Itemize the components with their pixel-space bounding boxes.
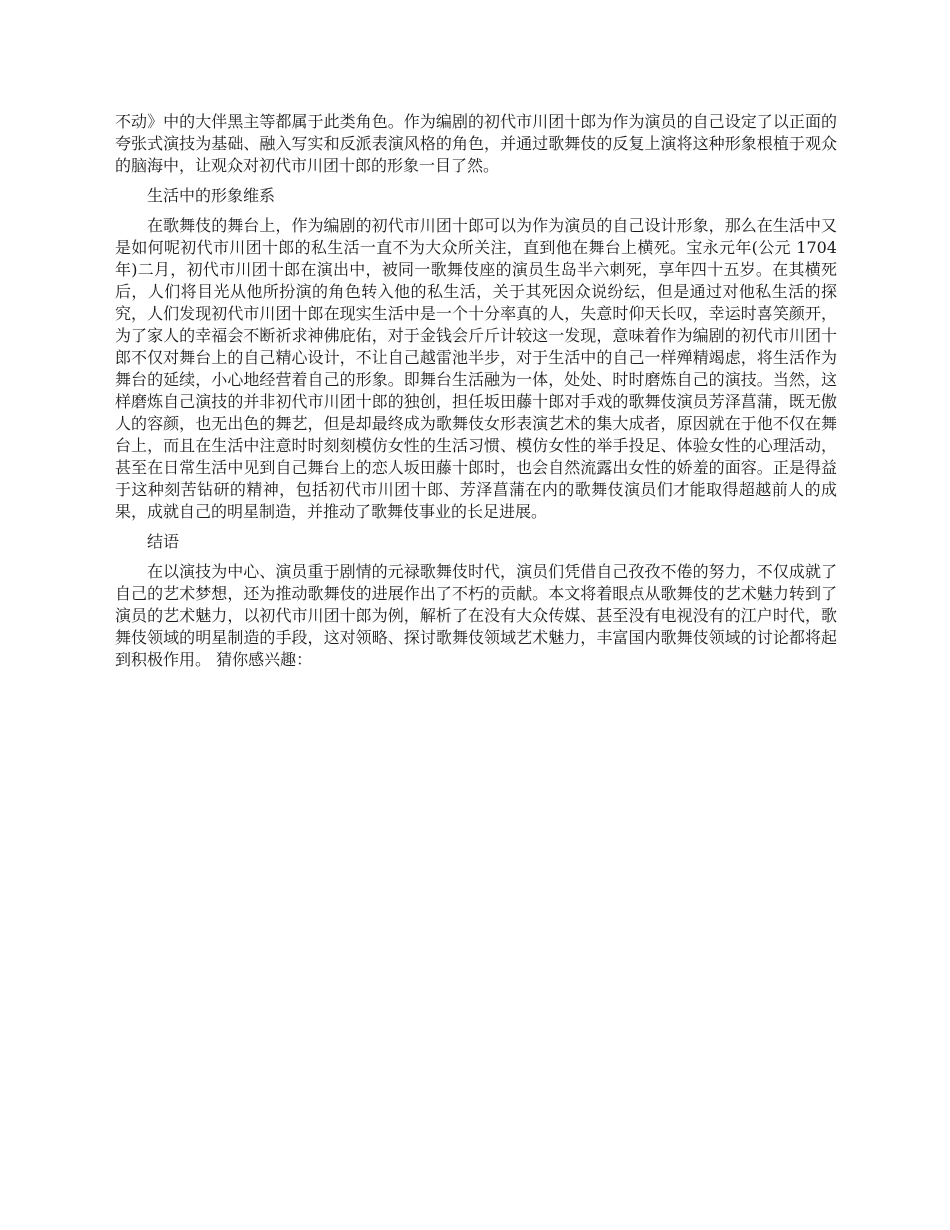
paragraph-continued: 不动》中的大伴黑主等都属于此类角色。作为编剧的初代市川团十郎为作为演员的自己设定了以正面的夸张式演技为基础、融入写实和反派表演风格的角色，并通过歌舞伎的反复上演将这种形象根植于观众的脑海中，让观众对初代市川团十郎的形象一目了然。 <box>115 112 837 175</box>
section-heading-conclusion: 结语 <box>147 532 180 551</box>
section-heading-life-image: 生活中的形象维系 <box>147 186 276 205</box>
paragraph-conclusion: 在以演技为中心、演员重于剧情的元禄歌舞伎时代，演员们凭借自己孜孜不倦的努力，不仅成就了自己的艺术梦想，还为推动歌舞伎的进展作出了不朽的贡献。本文将着眼点从歌舞伎的艺术魅力转到了演员的艺术魅力，以初代市川团十郎为例，解析了在没有大众传媒、甚至没有电视没有的江户时代，歌舞伎领域的明星制造的手段，这对领略、探讨歌舞伎领域艺术魅力，丰富国内歌舞伎领域的讨论都将起到积极作用。 猜你感兴趣： <box>115 562 837 669</box>
document-body <box>115 111 837 671</box>
paragraph-life-image: 在歌舞伎的舞台上，作为编剧的初代市川团十郎可以为作为演员的自己设计形象，那么在生活中又是如何呢初代市川团十郎的私生活一直不为大众所关注，直到他在舞台上横死。宝永元年(公元 1704 年)二月，初代市川团十郎在演出中，被同一歌舞伎座的演员生岛半六刺死，享年四十五岁。在其横死后，人们将目光从他所扮演的角色转入他的私生活，关于其死因众说纷纭，但是通过对他私生活的探究，人们发现初代市川团十郎在现实生活中是一个十分率真的人，失意时仰天长叹，幸运时喜笑颜开，为了家人的幸福会不断祈求神佛庇佑，对于金钱会斤斤计较这一发现，意味着作为编剧的初代市川团十郎不仅对舞台上的自己精心设计，不让自己越雷池半步，对于生活中的自己一样殚精竭虑，将生活作为舞台的延续，小心地经营着自己的形象。即舞台生活融为一体，处处、时时磨炼自己的演技。当然，这样磨炼自己演技的并非初代市川团十郎的独创，担任坂田藤十郎对手戏的歌舞伎演员芳泽菖蒲，既无傲人的容颜，也无出色的舞艺，但是却最终成为歌舞伎女形表演艺术的集大成者，原因就在于他不仅在舞台上，而且在生活中注意时时刻刻模仿女性的生活习惯、模仿女性的举手投足、体验女性的心理活动，甚至在日常生活中见到自己舞台上的恋人坂田藤十郎时，也会自然流露出女性的娇羞的面容。正是得益于这种刻苦钻研的精神，包括初代市川团十郎、芳泽菖蒲在内的歌舞伎演员们才能取得超越前人的成果，成就自己的明星制造，并推动了歌舞伎事业的长足进展。 <box>115 216 837 521</box>
